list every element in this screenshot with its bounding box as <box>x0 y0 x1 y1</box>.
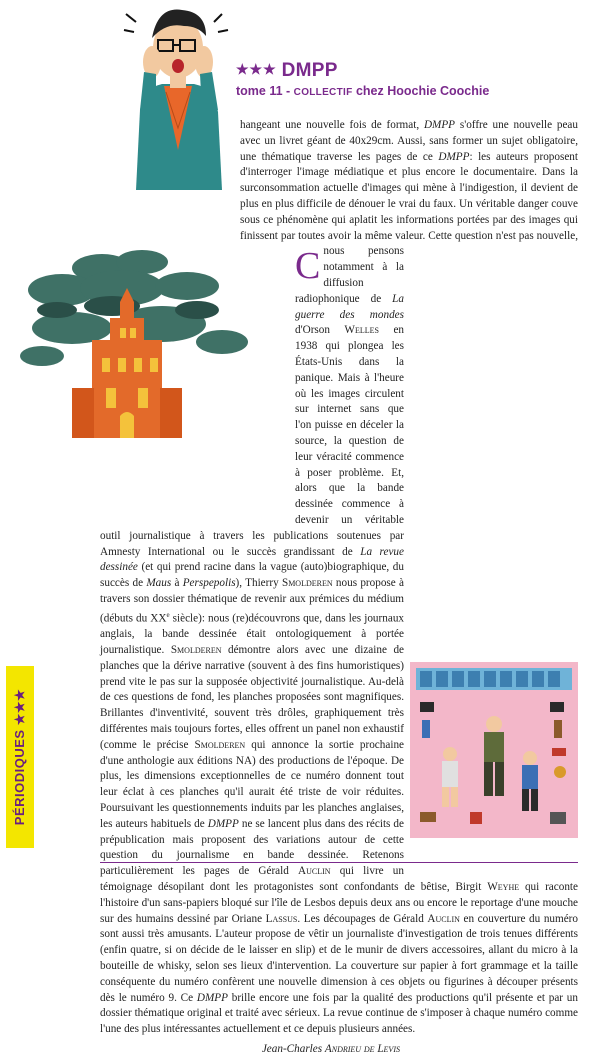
text-run: hangeant une nouvelle fois de format, <box>240 119 424 131</box>
text-run: ), Thierry <box>235 577 282 590</box>
text-run: Welles <box>344 324 379 337</box>
text-run: : les auteurs proposent d'interroger l'image médiatique et plus encore le documentaire. Dans la surconsommation actuelle d'images qui mène à l'indigestion, il devient de plus en plus difficile de dénouer le vrai du faux. Un véritable danger couve sous ce phénomène qui aplatit les informations portées par des images qui finissent par toutes avoir la même valeur. Cette question n'est pas nouvelle, nous pensons notamment à la diffusion radiophonique de <box>240 150 578 305</box>
paper-cutout-cover-illustration <box>410 662 578 838</box>
review-heading <box>236 60 576 98</box>
text-run: La revue dessinée <box>100 545 404 574</box>
section-badge-inner <box>10 668 30 846</box>
text-run: siècle): nous (re)découvrons que, dans les journaux anglais, la bande dessinée était ontologiquement à portée journalistique. <box>100 612 405 657</box>
rating-stars: ★★★ <box>236 61 277 77</box>
spacer-castle <box>100 386 295 528</box>
text-run: Auclin <box>427 912 460 925</box>
text-run: en 1938 qui plongea les États-Unis dans la panique. Mais à l'heure où les images circulent sur internet sans que l'on puisse en déceler la source, la question de leur véracité commence à poser problème. Et, alors que la bande dessinée commence à devenir un véritable outil journalistique à travers les publications soutenues par Amnesty International ou le succès grandissant de <box>100 324 404 558</box>
text-run: La guerre des mondes <box>295 292 404 321</box>
review-title <box>236 60 576 82</box>
text-run: Smolderen <box>194 738 246 751</box>
text-run: Perspepolis <box>182 577 236 590</box>
section-label: PÉRIODIQUES ★★★ <box>12 688 27 826</box>
text-run: nous propose à travers son dossier thématique de revenir aux prémices du médium (débuts du XX <box>100 577 404 625</box>
section-badge <box>6 666 34 848</box>
author-last-name: Andrieu de Levis <box>324 1042 400 1055</box>
text-run: DMPP <box>196 991 228 1004</box>
bottom-divider <box>100 862 578 863</box>
text-run: qui livre un témoignage désopilant dont les protagonistes sont confondants de bêtise, Birgit <box>100 865 488 893</box>
text-run: qui raconte l'histoire d'un sans-papiers bloqué sur l'île de Lesbos depuis deux ans ou encore le reportage d'une mouche sur des humains dessiné par Oriane <box>100 880 578 925</box>
text-run: DMPP <box>207 817 239 830</box>
text-run: Maus <box>146 577 172 590</box>
text-run: Lassus <box>265 912 298 925</box>
text-run: . Les découpages de Gérald <box>297 912 428 925</box>
text-run: s'offre une nouvelle peau avec un livret géant de 40x29cm. Aussi, sans former un sujet obligatoire, une thématique traverse les pages de ce <box>240 119 578 163</box>
subtitle-collectif: COLLECTIF <box>293 87 353 98</box>
review-subtitle <box>236 84 576 98</box>
text-run: e <box>166 610 170 619</box>
review-paragraph <box>100 118 578 1038</box>
text-run: qui annonce la sortie prochaine d'une anthologie aux éditions NA) des productions de l'époque. De plus, les dimensions exceptionnelles de ce numéro donnent tout leur éclat à ces planches qu'il aurait été triste de voir réduites. Poursuivant les questionnements induits par les planches anglaises, les auteurs habituels de <box>100 738 405 830</box>
text-run: DMPP <box>423 119 456 131</box>
text-run: (et qui prend racine dans la vague (auto)biographique, du succès de <box>100 561 404 590</box>
text-run: ne se lancent plus dans des récits de prépublication mais proposent des variations autour de cette question du journalisme en bande dessinée. Retenons particulièrement les pages de Gérald <box>100 817 404 878</box>
review-title-text: DMPP <box>281 60 338 81</box>
subtitle-prefix: tome 11 - <box>236 84 294 98</box>
spacer-man <box>100 118 240 246</box>
text-run: d'Orson <box>295 324 345 337</box>
text-run: Smolderen <box>170 644 222 657</box>
text-run: brille encore une fois par la qualité des productions qu'il présente et par un dossier thématique original et traité avec sérieux. La revue continue de s'imposer à chaque numéro comme l'une des plus intéressantes actuellement et ce depuis plusieurs années. <box>100 991 578 1036</box>
author-signature <box>100 1042 578 1058</box>
subtitle-publisher: chez Hoochie Coochie <box>352 84 490 98</box>
dropcap: C <box>295 245 321 287</box>
text-run: Smolderen <box>281 577 333 590</box>
text-run: DMPP <box>438 150 470 163</box>
text-run: en couverture du numéro sont aussi très amusants. L'auteur propose de vêtir un journaliste d'investigation de trois tenues différents (enfin quatre, si on décide de le laisser en slip) et de le munir de divers accessoires, allant du micro à la bouteille de whisky, selon ses lieux d'intervention. La couverture sur papier à fort grammage et la taille conséquente du numéro confèrent une nouvelle dimension à ces objets ou figurines à découper présents dès le numéro 9. Ce <box>100 912 578 1004</box>
author-first-name: Jean-Charles <box>261 1042 325 1055</box>
text-run: Weyhe <box>487 880 520 893</box>
text-run: à <box>171 577 183 590</box>
text-run: démontre alors avec une dizaine de planches que la dérive narrative (souvent à des fins humoristiques) prend vite le pas sur la supposée objectivité journalistique. Au-delà de ces questions de fond, les planches proposées sont magnifiques. Brillantes d'inventivité, souvent très drôles, graphiquement très différentes mais toujours fortes, elles offrent un panel non exhaustif (comme le précise <box>100 644 404 751</box>
text-run: Auclin <box>298 865 331 878</box>
